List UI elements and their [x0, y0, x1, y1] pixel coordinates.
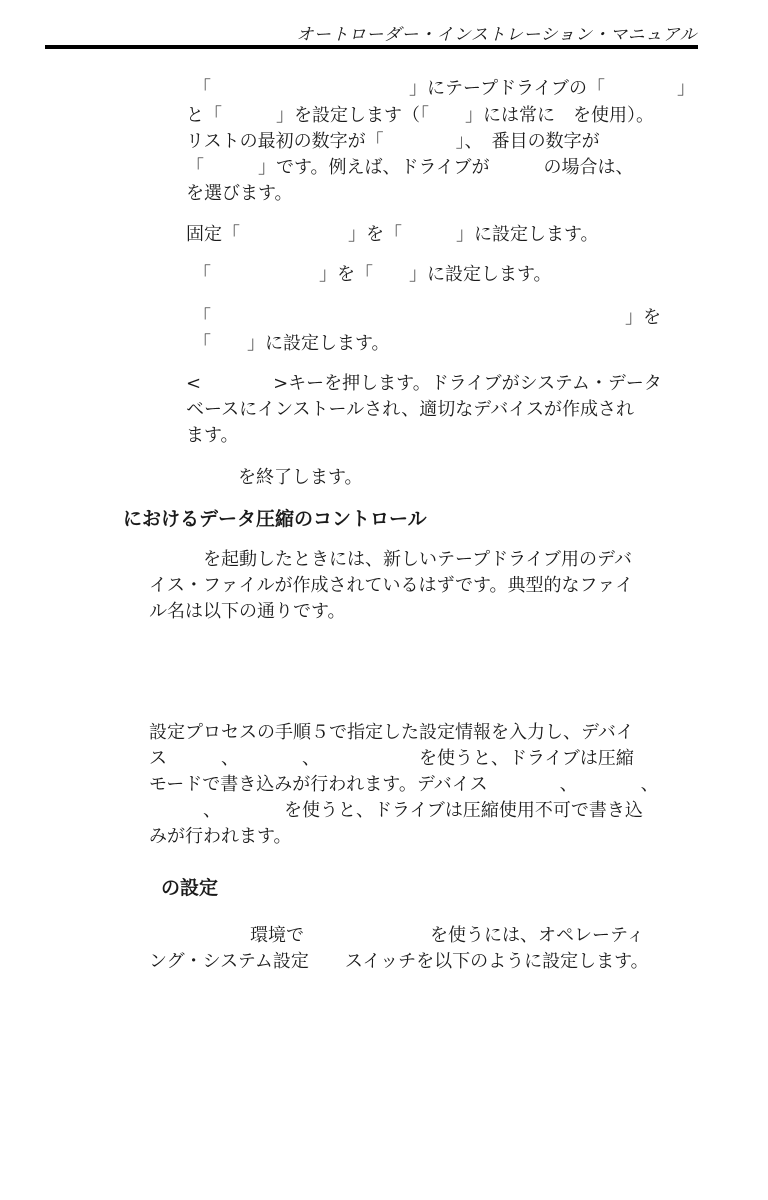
step-a-line-2: と「 」を設定します（「 」には常に を使用）。	[186, 105, 654, 126]
paragraph-line: 設定プロセスの手順５で指定した設定情報を入力し、デバイ	[149, 722, 634, 743]
paragraph-line: イス・ファイルが作成されているはずです。典型的なファイ	[149, 575, 634, 596]
step-d-line-2: 「 」に設定します。	[193, 333, 390, 354]
paragraph-line: 、 を使うと、ドライブは圧縮使用不可で書き込	[203, 800, 643, 821]
paragraph-line: を起動したときには、新しいテープドライブ用のデバ	[203, 549, 632, 570]
paragraph-line: ル名は以下の通りです。	[149, 601, 346, 622]
step-a-line-3: リストの最初の数字が「 」、 番目の数字が	[186, 131, 600, 152]
paragraph-line: ング・システム設定 スイッチを以下のように設定します。	[149, 951, 649, 972]
header-rule	[45, 45, 698, 49]
running-header-title: オートローダー・インストレーション・マニュアル	[296, 25, 697, 45]
step-c-line-1: 「 」を「 」に設定します。	[193, 264, 552, 285]
section-heading-settings: の設定	[161, 877, 219, 899]
step-f-line-1: を終了します。	[238, 467, 363, 488]
section-heading-data-compression: におけるデータ圧縮のコントロール	[123, 508, 427, 530]
step-a-line-4: 「 」です。例えば、ドライブが の場合は、	[186, 157, 634, 178]
paragraph-line: ス 、 、 を使うと、ドライブは圧縮	[149, 748, 634, 769]
paragraph-line: モードで書き込みが行われます。デバイス 、 、	[149, 774, 659, 795]
paragraph-line: みが行われます。	[149, 826, 292, 847]
step-b-line-1: 固定「 」を「 」に設定します。	[186, 224, 599, 245]
step-e-line-1: < >キーを押します。ドライブがシステム・データ	[186, 373, 662, 394]
step-e-line-2: ベースにインストールされ、適切なデバイスが作成され	[186, 399, 635, 420]
step-a-line-5: を選びます。	[186, 183, 293, 204]
step-a-line-1: 「 」にテープドライブの「 」	[193, 78, 696, 99]
step-d-line-1: 「 」を	[193, 307, 661, 328]
step-e-line-3: ます。	[186, 425, 239, 446]
paragraph-line: 環境で を使うには、オペレーティ	[250, 925, 645, 946]
